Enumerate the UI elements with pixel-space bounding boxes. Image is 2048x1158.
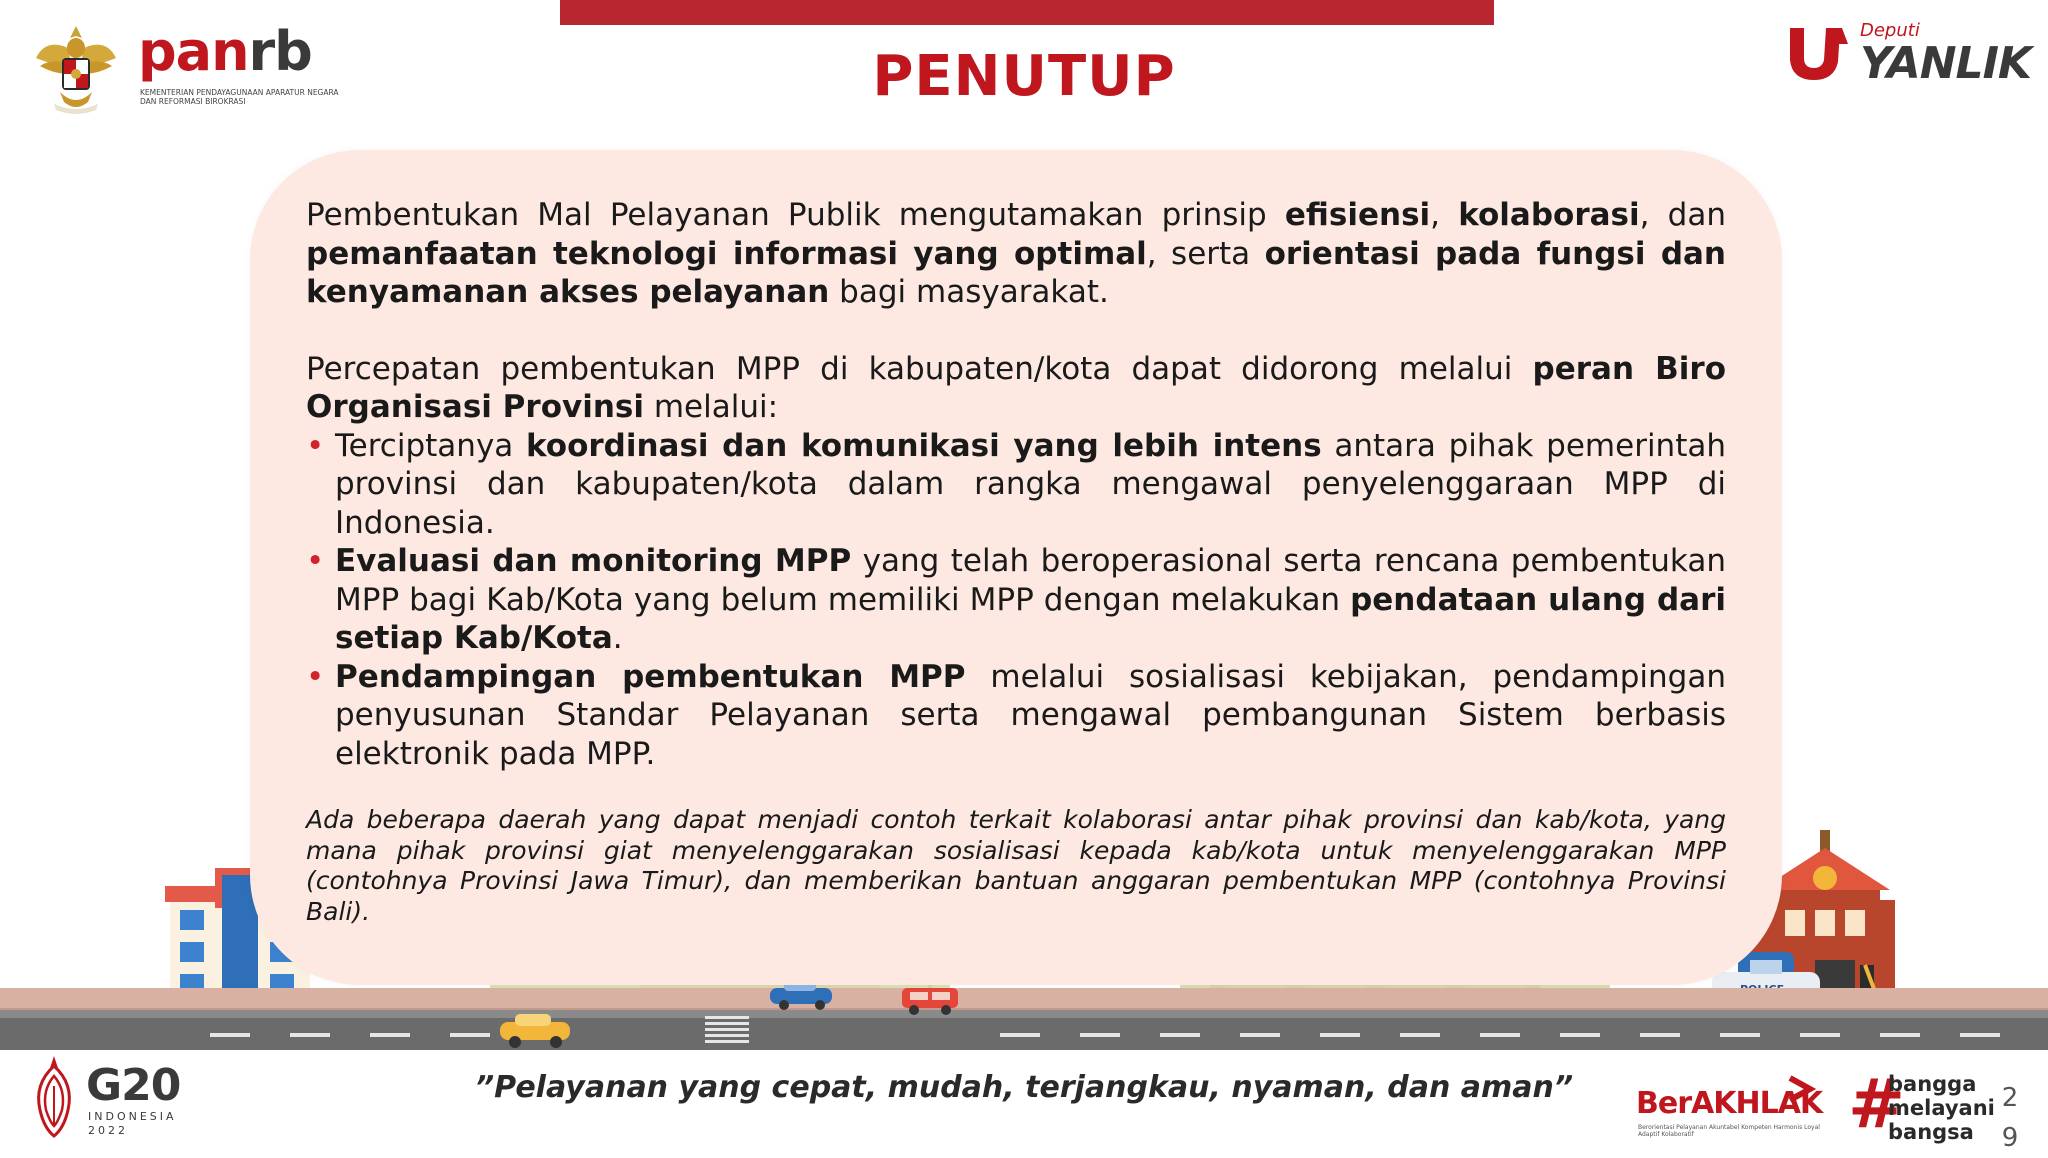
para2-text-1: Percepatan pembentukan MPP di kabupaten/kota dapat didorong melalui [306, 350, 1533, 387]
para2-bold-biro: peran Biro Organisasi Provinsi [306, 350, 1726, 425]
list-item [306, 427, 1726, 543]
para1-text-4: , serta [1146, 235, 1265, 272]
deputi-label: Deputi [1860, 20, 1920, 41]
example-note: Ada beberapa daerah yang dapat menjadi contoh terkait kolaborasi antar pihak provinsi dan kab/kota, yang mana pihak provinsi giat menyelenggarakan sosialisasi kepada kab/kota untuk menyelenggarakan MPP (contohnya Provinsi Jawa Timur), dan memberikan bantuan anggaran pembentukan MPP (contohnya Provinsi Bali). [306, 805, 1726, 926]
content-body [306, 196, 1726, 773]
para1-bold-kolaborasi: kolaborasi [1458, 197, 1640, 233]
para1-text-5: bagi masyarakat. [829, 274, 1109, 310]
list-item [306, 658, 1726, 774]
para2-text-2: melalui: [643, 389, 779, 425]
para1-bold-orientasi: orientasi pada fungsi dan kenyamanan akses pelayanan [306, 235, 1727, 310]
bullet-dot-icon: • [306, 543, 325, 579]
bangga-line-1: bangga [1888, 1072, 1977, 1096]
bangga-line-2: melayani [1888, 1096, 1995, 1120]
berakhlak-logo [1636, 1080, 1836, 1140]
page-number [1998, 1078, 2022, 1158]
g20-wordmark: G20 [86, 1060, 181, 1111]
bangga-line-3: bangsa [1888, 1120, 1974, 1144]
g20-country: INDONESIA [88, 1110, 177, 1123]
bullet2-text-2: . [612, 620, 623, 656]
bullet-dot-icon: • [306, 427, 325, 464]
bullet3-text-1: melalui sosialisasi kebijakan, pendampingan penyusunan Standar Pelayanan serta mengawal pembangunan Sistem berbasis elektronik pada MPP. [335, 658, 1726, 772]
panrb-logo [26, 18, 339, 118]
para1-bold-teknologi: pemanfaatan teknologi informasi yang optimal [306, 235, 1147, 272]
paragraph-acceleration [306, 350, 1726, 427]
page-title: PENUTUP [872, 44, 1176, 109]
bangga-melayani-bangsa-logo [1848, 1065, 1998, 1150]
bullet3-bold: Pendampingan pembentukan MPP [335, 658, 966, 695]
bullet2-bold-2: pendataan ulang dari setiap Kab/Kota [335, 581, 1726, 656]
yanlik-logo [1786, 18, 2032, 89]
berakhlak-wordmark: BerAKHLAK [1636, 1086, 1823, 1121]
bangga-text [1888, 1072, 1995, 1144]
hashtag-icon: # [1848, 1065, 1905, 1144]
bullet1-text-1: Terciptanya [335, 427, 526, 464]
para1-text-1: Pembentukan Mal Pelayanan Publik mengutamakan prinsip [306, 197, 1285, 233]
bullet1-bold: koordinasi dan komunikasi yang lebih intens [525, 427, 1322, 464]
para1-text-2: , [1430, 197, 1459, 233]
panrb-subtitle: KEMENTERIAN PENDAYAGUNAAN APARATUR NEGARA DAN REFORMASI BIROKRASI [140, 88, 339, 106]
yanlik-wordmark: YANLIK [1860, 38, 2032, 89]
bullet2-bold-1: Evaluasi dan monitoring MPP [335, 543, 852, 579]
berakhlak-subtitle: Berorientasi Pelayanan Akuntabel Kompeten Harmonis Loyal Adaptif Kolaboratif [1638, 1124, 1820, 1138]
yanlik-mark-icon [1786, 24, 1856, 84]
garuda-emblem-icon [26, 18, 126, 118]
page-number-digit-2: 9 [2001, 1123, 2019, 1153]
footer-tagline: ”Pelayanan yang cepat, mudah, terjangkau, nyaman, dan aman” [474, 1070, 1574, 1105]
page-number-digit-1: 2 [2001, 1083, 2019, 1113]
bullet-list [306, 427, 1726, 774]
bullet2-text-1: yang telah beroperasional serta rencana pembentukan MPP bagi Kab/Kota yang belum memiliki MPP dengan melakukan [335, 543, 1726, 618]
para1-bold-efisiensi: efisiensi [1284, 197, 1431, 233]
top-accent-bar [560, 0, 1494, 25]
panrb-wordmark [138, 20, 312, 83]
bullet-dot-icon: • [306, 658, 325, 695]
panrb-wordmark-pan: pan [138, 20, 249, 83]
list-item [306, 542, 1726, 658]
g20-year: 2022 [88, 1124, 128, 1137]
para1-text-3: , dan [1639, 197, 1726, 233]
bullet1-text-2: antara pihak pemerintah provinsi dan kabupaten/kota dalam rangka mengawal penyelenggaraan MPP di Indonesia. [335, 427, 1727, 541]
panrb-wordmark-rb: rb [248, 20, 312, 83]
paragraph-principles [306, 196, 1726, 312]
